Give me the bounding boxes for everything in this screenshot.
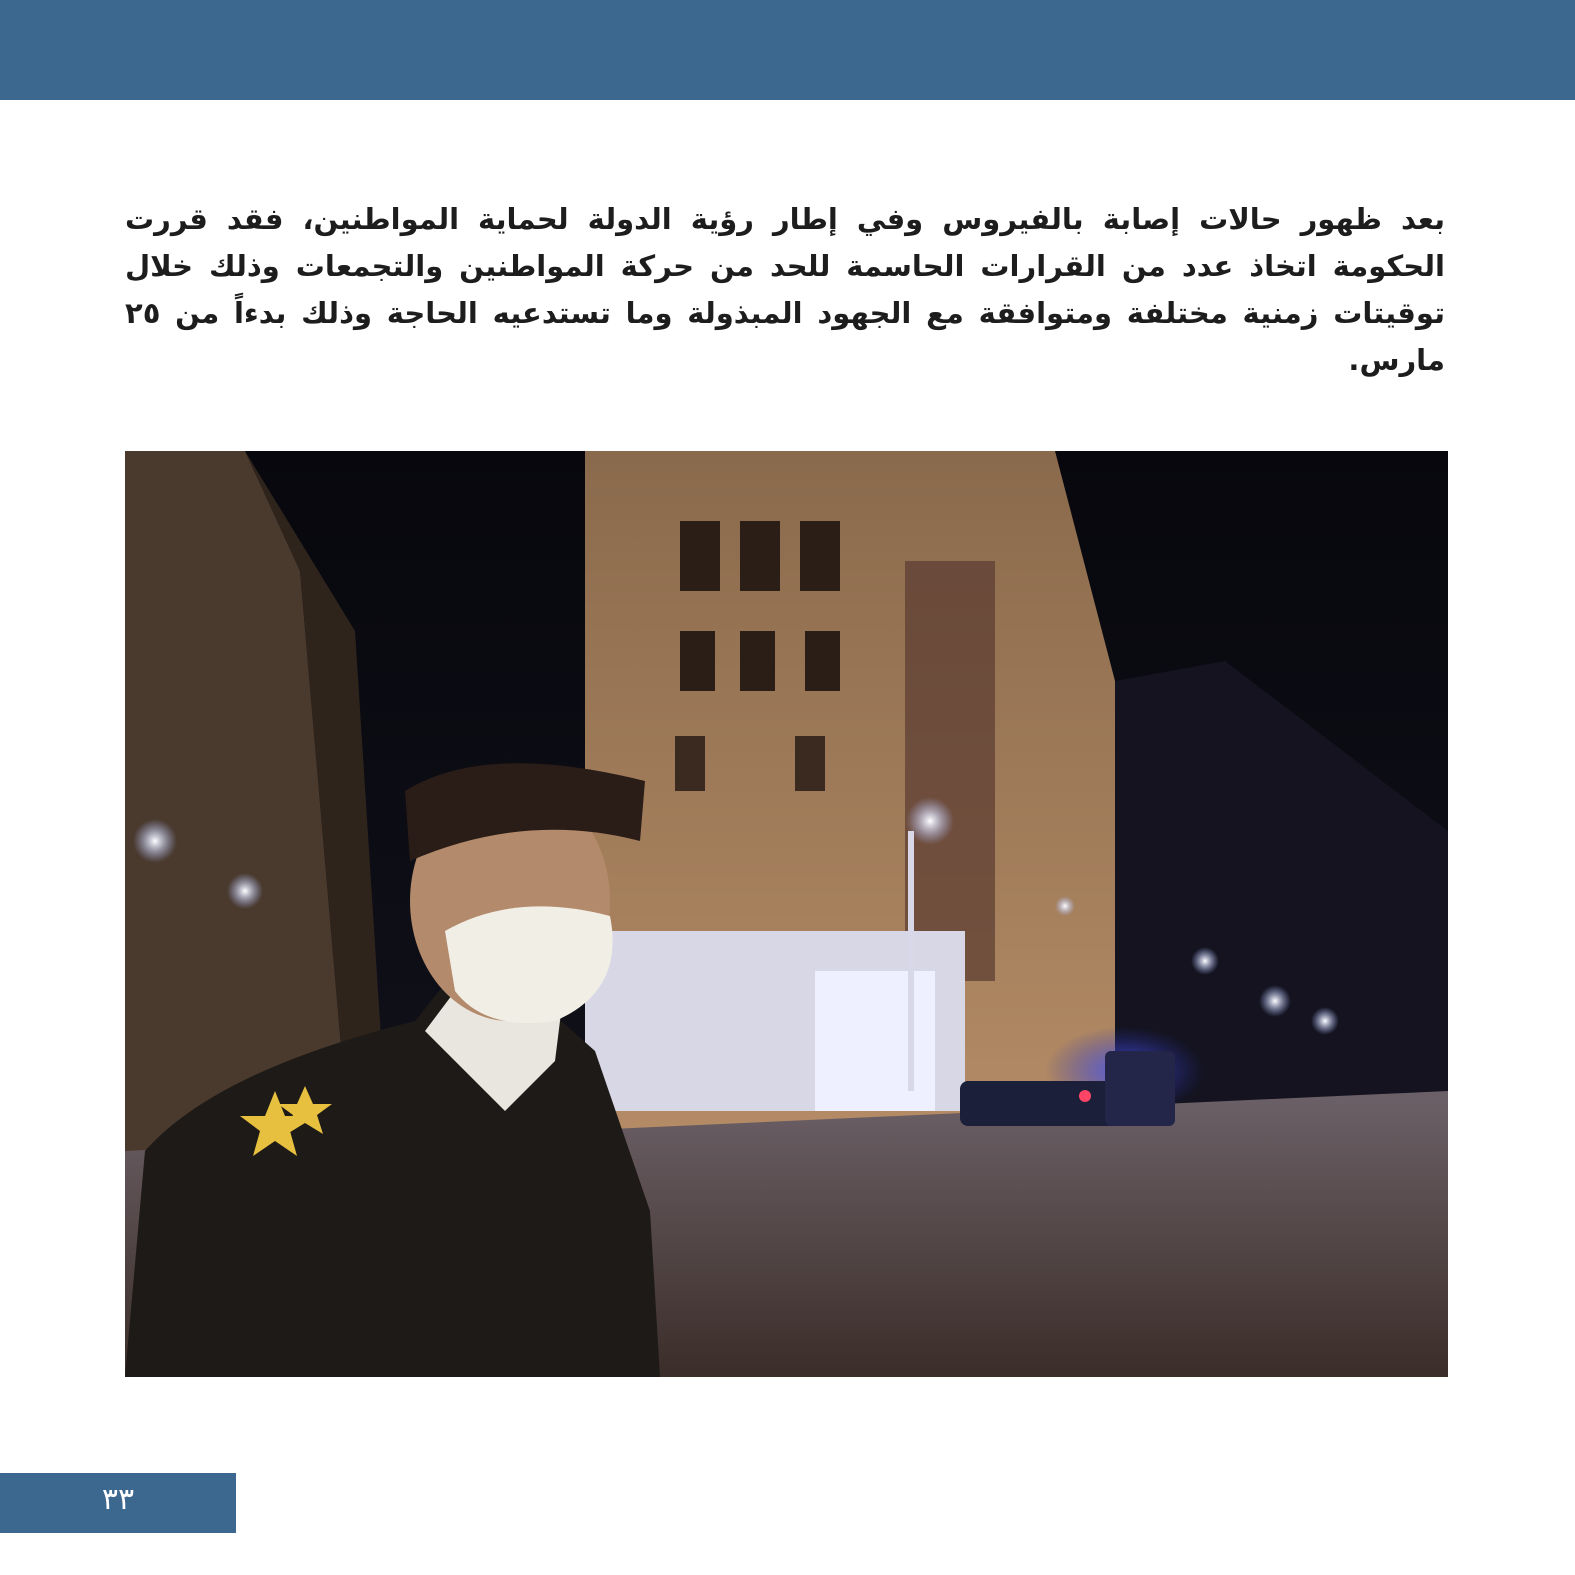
page-number-box xyxy=(0,1473,236,1533)
article-paragraph: بعد ظهور حالات إصابة بالفيروس وفي إطار رؤية الدولة لحماية المواطنين، فقد قررت الحكومة اتخاذ عدد من القرارات الحاسمة للحد من حركة المواطنين والتجمعات وذلك خلال توقيتات زمنية مختلفة ومتوافقة مع الجهود المبذولة وما تستدعيه الحاجة وذلك بدءاً من ٢٥ مارس. xyxy=(125,202,1445,377)
photo-illustration xyxy=(125,451,1448,1377)
article-photo xyxy=(125,451,1448,1377)
top-header-bar xyxy=(0,0,1575,100)
page-number: ٣٣ xyxy=(101,1481,135,1517)
